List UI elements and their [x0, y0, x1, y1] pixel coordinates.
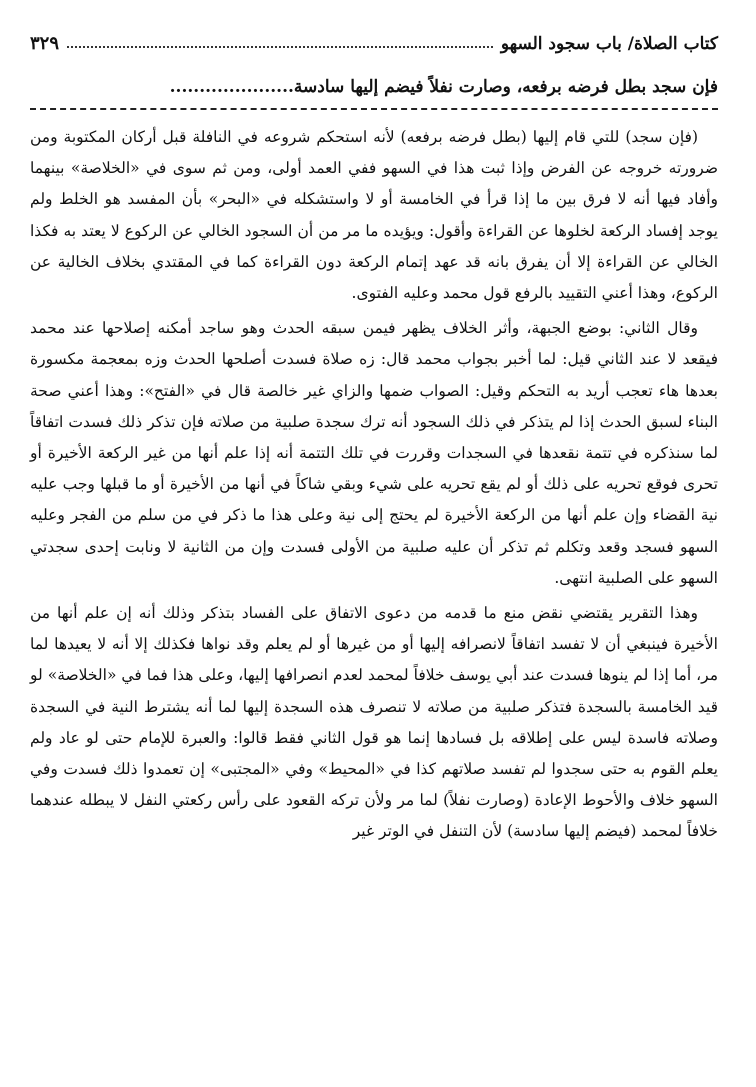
- section-divider: [30, 108, 718, 110]
- matn-text: فإن سجد بطل فرضه برفعه، وصارت نفلاً فيضم إليها سادسة: [293, 77, 718, 97]
- paragraph-3: وهذا التقرير يقتضي نقض منع ما قدمه من دعوى الاتفاق على الفساد بتذكر وذلك أنه إن علم أنها من الأخيرة فينبغي أن لا تفسد اتفاقاً لانصرافه إليها أو من غيرها أو لم يعلم وقد نواها فكذلك إلا أنه لا يعيدها لما مر، أما إذا لم ينوها فسدت عند أبي يوسف خلافاً لمحمد لعدم انصرافها إليها، وعلى هذا فما في «الخلاصة» لو قيد الخامسة بالسجدة فتذكر صلبية من صلاته لا تنصرف هذه السجدة إليها لما أنه يشترط النية في السجدة وصلاته فاسدة ليس على إطلاقه بل فسادها إنما هو قول الثاني فقط قالوا: والعبرة للإمام حتى لو عاد ولم يعلم القوم به حتى سجدوا لم تفسد صلاتهم كذا في «المحيط» وفي «المجتبى» إن تعمدوا ذلك فسدت وفي السهو خلاف والأحوط الإعادة (وصارت نفلاً) لما مر ولأن تركه القعود على رأس ركعتي النفل لا يبطله عندهما خلافاً لمحمد (فيضم إليها سادسة) لأن التنفل في الوتر غير: [30, 604, 718, 841]
- paragraph-2: وقال الثاني: بوضع الجبهة، وأثر الخلاف يظهر فيمن سبقه الحدث وهو ساجد أمكنه إصلاحها عند محمد فيقعد لا عند الثاني قيل: لما أخبر بجواب محمد قال: زه صلاة فسدت أصلحها الحدث وزه بمعجمة مكسورة بعدها هاء تعجب أريد به التحكم وقيل: الصواب ضمها والزاي غير خالصة قال في «الفتح»: وهذا أعني صحة البناء لسبق الحدث إذا لم يتذكر في ذلك السجود أنه ترك سجدة صلبية من صلاته فإن تذكر ذلك فسدت اتفاقاً لما سنذكره في تتمة نقعدها في السجدات وقررت في تلك التتمة أنه إذا علم أنها من غير الركعة الأخيرة أو تحرى فوقع تحريه على ذلك أو لم يقع تحريه على شيء وبقي شاكاً في أنها من الأخيرة أو ما قبلها وجب عليه نية القضاء وإن علم أنها من الركعة الأخيرة لم يحتج إلى نية وعلى هذا ما ذكر في من سلم من الفجر وعليه السهو فسجد وقعد وتكلم ثم تذكر أن عليه صلبية من الأولى فسدت وإن من الثانية لا ونابت إحدى سجدتي السهو على الصلبية انتهى.: [30, 319, 718, 587]
- document-page: [30, 28, 718, 852]
- page-number: ٣٢٩: [30, 33, 60, 54]
- paragraph-1: (فإن سجد) للتي قام إليها (بطل فرضه برفعه) لأنه استحكم شروعه في النافلة قبل أركان المكتوبة ومن ضرورته خروجه عن الفرض وإذا ثبت هذا في السهو ففي العمد أولى، ومن ثم سوى في «الخلاصة» بينهما وأفاد فيها أنه لا فرق بين ما إذا قرأ في الخامسة أو لا واستشكله في «البحر» بأن المفسد هو الخلط ولم يوجد إفساد الركعة لخلوها عن القراءة وأقول: ويؤيده ما مر من أن السجود الخالي عن الركوع لا يعتد به فكذا الخالي عن القراءة إلا أن يفرق بانه قد عهد إتمام الركعة دون القراءة كما في المقتدي بخلاف الخالية عن الركوع، وهذا أعني التقييد بالرفع قول محمد وعليه الفتوى.: [30, 128, 718, 303]
- running-header: [30, 28, 718, 54]
- matn-trailing-dots: .....................: [169, 77, 294, 97]
- header-dotted-leader: [67, 46, 493, 48]
- commentary-body: [30, 122, 718, 848]
- matn-line: [30, 72, 718, 102]
- chapter-title: كتاب الصلاة/ باب سجود السهو: [500, 34, 718, 54]
